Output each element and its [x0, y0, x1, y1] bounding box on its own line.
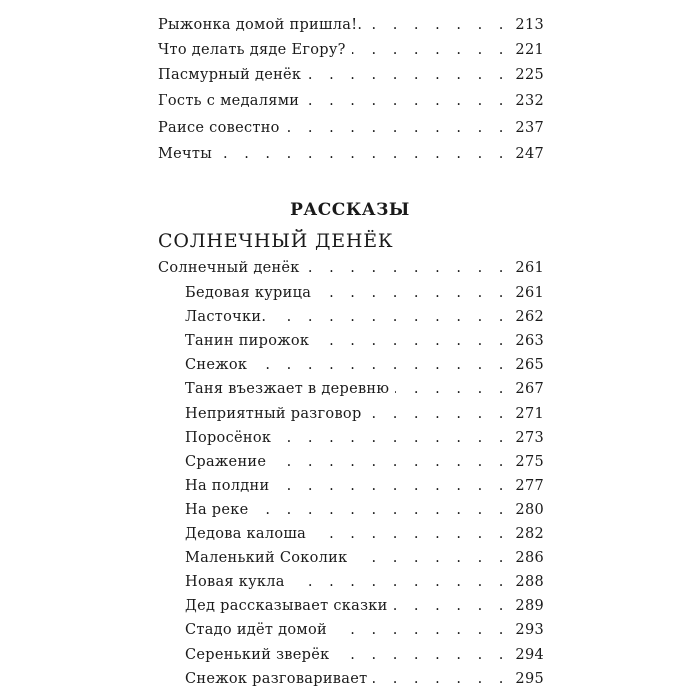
entry-title: Танин пирожок — [185, 333, 310, 350]
entry-title: Стадо идёт домой — [185, 622, 327, 639]
toc-entry — [185, 381, 544, 403]
page-number: 295 — [515, 670, 544, 687]
page-number: 271 — [515, 405, 544, 422]
dot-leader — [255, 502, 510, 517]
dot-leader — [352, 42, 510, 57]
toc-entry — [185, 333, 544, 355]
page-number: 277 — [515, 477, 544, 494]
toc-entry — [185, 357, 544, 379]
toc-entry — [185, 622, 544, 644]
dot-leader — [333, 622, 509, 637]
entry-title: На полдни — [185, 477, 270, 494]
entry-title: Пасмурный денёк — [158, 67, 302, 83]
page-number: 261 — [515, 285, 544, 301]
dot-leader — [275, 478, 509, 493]
dot-leader — [277, 430, 509, 445]
page-number: 293 — [515, 622, 544, 639]
page-number: 213 — [515, 17, 544, 33]
dot-leader — [218, 146, 509, 161]
page-number: 294 — [515, 646, 544, 663]
dot-leader — [395, 381, 509, 396]
dot-leader — [305, 93, 509, 108]
entry-title: Снежок — [185, 357, 248, 374]
dot-leader — [291, 574, 510, 589]
page-number: 280 — [515, 501, 544, 518]
entry-title: Бедовая курица — [185, 285, 312, 301]
toc-entry — [185, 478, 544, 500]
dot-leader — [394, 598, 510, 613]
dot-leader — [312, 526, 509, 541]
cycle-heading: СОЛНЕЧНЫЙ ДЕНЁК — [158, 230, 394, 252]
toc-entry — [185, 550, 544, 572]
entry-title: Снежок разговаривает — [185, 670, 368, 687]
dot-leader — [368, 17, 509, 32]
page-number: 282 — [515, 526, 544, 542]
section-heading: РАССКАЗЫ — [290, 200, 410, 220]
toc-entry — [158, 146, 544, 168]
entry-title: Маленький Соколик — [185, 550, 348, 567]
dot-leader — [335, 647, 509, 662]
entry-title: Дедова калоша — [185, 526, 307, 542]
page-number: 275 — [515, 453, 544, 470]
entry-title: Таня въезжает в деревню — [185, 381, 390, 398]
entry-title: Гость с медалями — [158, 93, 300, 109]
entry-title: Рыжонка домой пришла!. — [158, 17, 363, 33]
dot-leader — [253, 357, 509, 372]
entry-title: Солнечный денёк — [158, 260, 300, 276]
page-number: 247 — [515, 146, 544, 162]
page-number: 273 — [515, 429, 544, 446]
page-number: 262 — [515, 309, 544, 326]
toc-entry — [158, 120, 544, 142]
page-number: 261 — [515, 260, 544, 276]
toc-entry — [185, 406, 544, 428]
toc-entry — [185, 574, 544, 596]
dot-leader — [315, 333, 509, 348]
dot-leader — [317, 285, 509, 300]
page-number: 289 — [515, 598, 544, 615]
toc-entry — [185, 598, 544, 620]
toc-entry — [158, 67, 544, 89]
page-number: 225 — [515, 67, 544, 83]
toc-entry — [158, 93, 544, 115]
entry-title: Серенький зверёк — [185, 646, 330, 663]
toc-entry — [185, 454, 544, 476]
page-number: 286 — [515, 550, 544, 567]
entry-title: Неприятный разговор — [185, 405, 362, 422]
entry-title: На реке — [185, 501, 249, 518]
page-number: 237 — [515, 120, 544, 136]
toc-entry — [185, 309, 544, 331]
entry-title: Ласточки. — [185, 309, 267, 326]
page-number: 263 — [515, 333, 544, 350]
page-number: 267 — [515, 381, 544, 398]
page-number: 221 — [515, 42, 544, 58]
toc-entry — [185, 647, 544, 669]
entry-title: Новая кукла — [185, 574, 285, 591]
toc-entry — [185, 502, 544, 524]
dot-leader — [307, 67, 509, 82]
entry-title: Сражение — [185, 453, 267, 470]
page-number: 265 — [515, 357, 544, 374]
entry-title: Поросёнок — [185, 429, 272, 446]
entry-title: Что делать дяде Егору? — [158, 42, 346, 58]
toc-entry — [185, 671, 544, 693]
toc-entry — [185, 526, 544, 548]
dot-leader — [306, 260, 510, 275]
page-number: 232 — [515, 93, 544, 109]
toc-entry — [158, 17, 544, 39]
page-number: 288 — [515, 574, 544, 591]
entry-title: Дед рассказывает сказки — [185, 598, 388, 615]
dot-leader — [373, 671, 509, 686]
dot-leader — [368, 406, 510, 421]
toc-entry — [185, 285, 544, 307]
toc-entry — [158, 260, 544, 282]
dot-leader — [272, 309, 509, 324]
dot-leader — [286, 120, 510, 135]
toc-entry — [185, 430, 544, 452]
dot-leader — [272, 454, 509, 469]
entry-title: Раисе совестно — [158, 120, 280, 136]
dot-leader — [354, 550, 510, 565]
entry-title: Мечты — [158, 146, 213, 162]
toc-entry — [158, 42, 544, 64]
